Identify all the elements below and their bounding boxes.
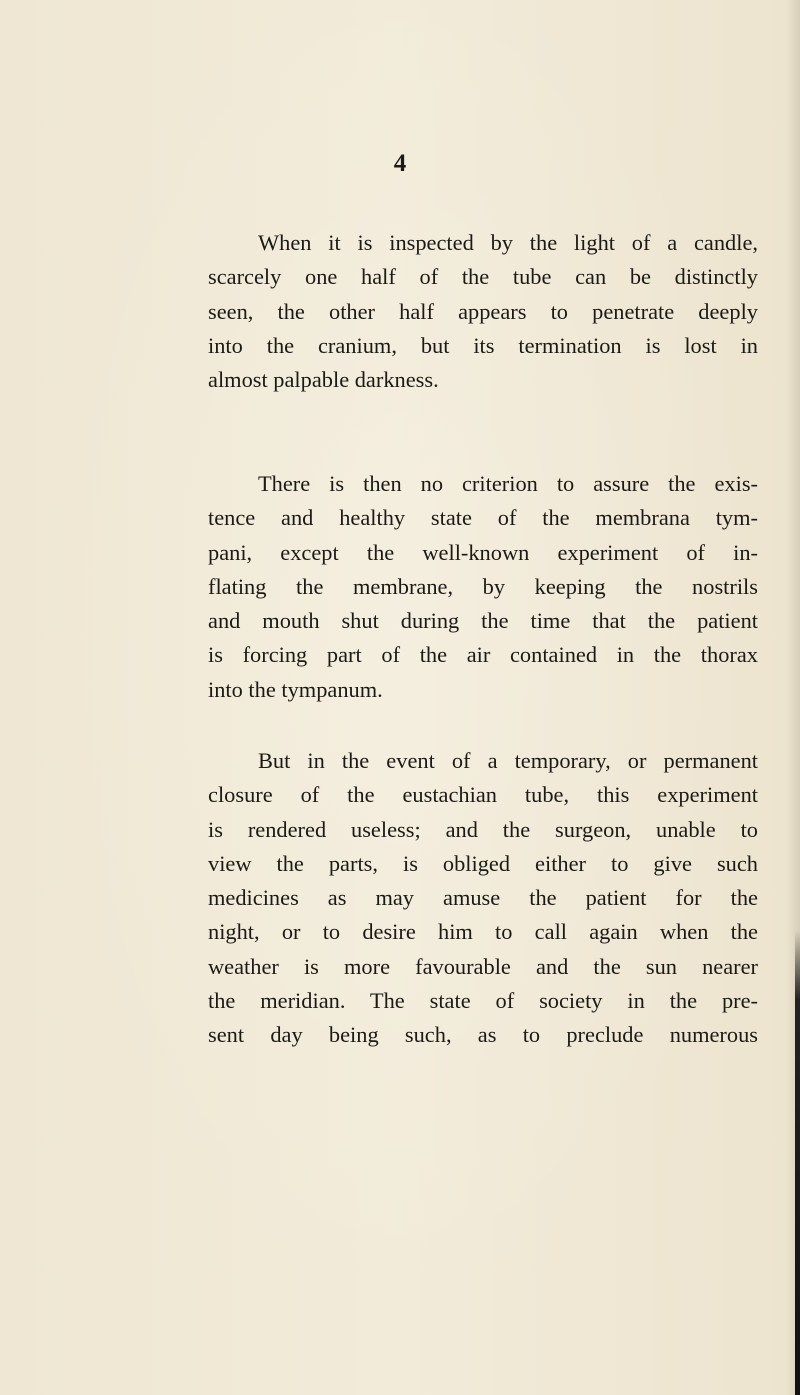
text-line: sent day being such, as to preclude numerous [208,1022,758,1048]
text-line: But in the event of a temporary, or permanent [258,748,758,773]
text-line: weather is more favourable and the sun nearer [208,953,758,979]
text-line: into the tympanum. [208,676,383,702]
page-edge-binding [795,930,800,1395]
text-line: seen, the other half appears to penetrate deeply [208,298,758,324]
text-line: There is then no criterion to assure the exis- [258,471,758,496]
page-number: 4 [393,150,407,177]
text-line: When it is inspected by the light of a candle, [258,230,758,255]
text-line: almost palpable darkness. [208,367,439,393]
text-line: tence and healthy state of the membrana tym- [208,505,758,531]
text-line: medicines as may amuse the patient for the [208,885,758,911]
paragraph-3 [208,744,758,1053]
text-line: scarcely one half of the tube can be distinctly [208,264,758,290]
text-line: flating the membrane, by keeping the nostrils [208,573,758,599]
text-line: and mouth shut during the time that the patient [208,608,758,634]
text-line: the meridian. The state of society in the pre- [208,988,758,1014]
text-line: pani, except the well-known experiment of in- [208,539,758,565]
text-line: view the parts, is obliged either to give such [208,850,758,876]
text-line: is forcing part of the air contained in the thorax [208,642,758,668]
paragraph-1 [208,226,758,397]
text-line: closure of the eustachian tube, this experiment [208,782,758,808]
text-line: is rendered useless; and the surgeon, unable to [208,816,758,842]
text-line: into the cranium, but its termination is lost in [208,332,758,358]
text-line: night, or to desire him to call again when the [208,919,758,945]
paragraph-2 [208,467,758,707]
